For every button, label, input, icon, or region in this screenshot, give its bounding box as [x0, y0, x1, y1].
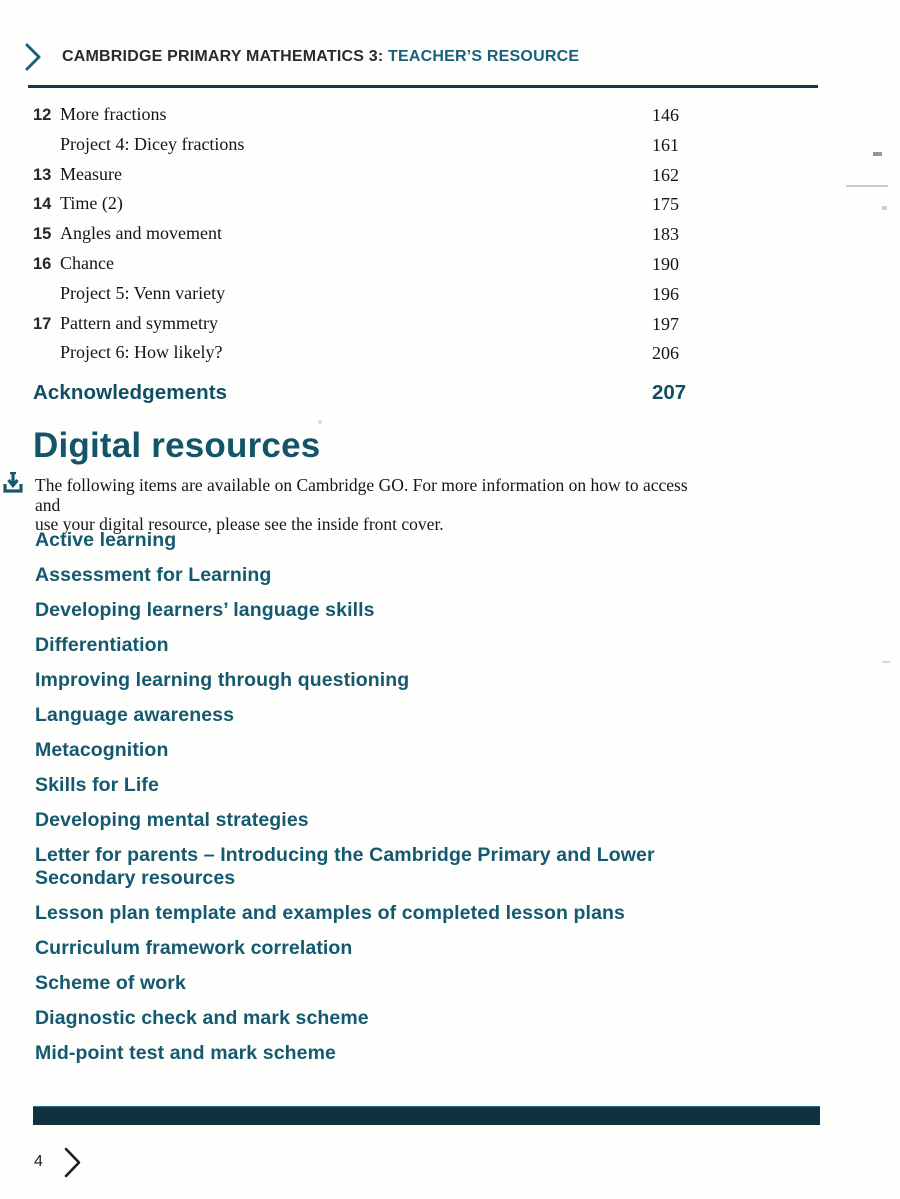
digital-resource-item: Skills for Life	[35, 774, 159, 796]
digital-resource-item: Assessment for Learning	[35, 564, 272, 586]
toc-page-number: 206	[652, 343, 679, 364]
header-title-highlight: TEACHER’S RESOURCE	[388, 48, 580, 65]
page-header	[24, 42, 579, 72]
intro-line-2: use your digital resource, please see the inside front cover.	[35, 514, 444, 534]
acknowledgements-label: Acknowledgements	[33, 381, 228, 405]
digital-resource-item: Scheme of work	[35, 972, 186, 995]
toc-chapter-title: Chance	[60, 252, 114, 273]
toc-chapter-number: 13	[33, 165, 52, 184]
digital-resource-item: Letter for parents – Introducing the Cambridge Primary and Lower Secondary resources	[35, 844, 655, 890]
toc-row	[33, 193, 753, 223]
toc-page-number: 183	[652, 224, 679, 245]
toc-row	[33, 253, 753, 283]
scan-artifact	[882, 661, 890, 663]
toc-chapter-number: 12	[33, 106, 52, 124]
toc-row	[33, 342, 753, 372]
table-of-contents	[33, 104, 753, 413]
digital-resource-item: Diagnostic check and mark scheme	[35, 1007, 369, 1030]
scan-artifact	[318, 420, 322, 424]
digital-resource-item: Active learning	[35, 529, 177, 551]
footer-bar	[33, 1106, 820, 1125]
scan-artifact	[846, 185, 888, 187]
scan-artifact	[882, 206, 887, 210]
toc-chapter-title: Angles and movement	[60, 223, 222, 244]
toc-page-number: 197	[652, 313, 679, 334]
toc-chapter-number: 17	[33, 314, 52, 333]
digital-resource-item: Mid-point test and mark scheme	[35, 1042, 336, 1065]
footer-page-number: 4	[34, 1153, 43, 1170]
toc-chapter-title: Measure	[60, 163, 122, 184]
toc-chapter-title: Project 5: Venn variety	[60, 282, 226, 303]
digital-resource-item: Metacognition	[35, 739, 169, 761]
toc-chapter-title: More fractions	[60, 104, 167, 124]
toc-row	[33, 104, 753, 134]
chevron-right-icon	[24, 42, 44, 72]
toc-page-number: 190	[652, 253, 679, 274]
footer-chevron-right-icon	[62, 1146, 84, 1179]
toc-row-acknowledgements	[33, 381, 753, 413]
header-rule	[28, 85, 818, 88]
digital-resources-heading: Digital resources	[33, 426, 321, 465]
digital-resource-item: Curriculum framework correlation	[35, 937, 353, 960]
digital-resource-item: Lesson plan template and examples of completed lesson plans	[35, 902, 625, 925]
toc-chapter-title: Project 4: Dicey fractions	[60, 133, 245, 154]
digital-resources-list	[35, 529, 715, 1077]
digital-resources-intro	[35, 476, 695, 535]
digital-resource-item: Differentiation	[35, 634, 169, 656]
toc-page-number: 146	[652, 105, 679, 125]
header-title-prefix: CAMBRIDGE PRIMARY MATHEMATICS 3:	[62, 48, 384, 65]
toc-chapter-title: Pattern and symmetry	[60, 312, 218, 333]
toc-row	[33, 223, 753, 253]
toc-chapter-number: 15	[33, 225, 52, 244]
toc-chapter-number: 14	[33, 195, 52, 214]
toc-row	[33, 283, 753, 313]
toc-row	[33, 164, 753, 194]
toc-chapter-title: Time (2)	[60, 193, 123, 214]
toc-chapter-title: Project 6: How likely?	[60, 342, 223, 363]
toc-page-number: 161	[652, 134, 679, 155]
toc-page-number: 175	[652, 194, 679, 215]
digital-resource-item: Developing learners’ language skills	[35, 599, 375, 621]
toc-row	[33, 313, 753, 343]
acknowledgements-page-number: 207	[652, 381, 687, 405]
toc-page-number: 196	[652, 283, 679, 304]
digital-resource-item: Developing mental strategies	[35, 809, 309, 831]
scan-artifact	[873, 152, 882, 156]
download-icon	[3, 472, 23, 494]
toc-page-number: 162	[652, 164, 679, 185]
digital-resource-item: Language awareness	[35, 704, 235, 726]
header-title	[62, 48, 579, 66]
toc-row	[33, 134, 753, 164]
toc-chapter-number: 16	[33, 254, 52, 273]
intro-line-1: The following items are available on Cambridge GO. For more information on how to access and	[35, 475, 688, 515]
digital-resource-item: Improving learning through questioning	[35, 669, 410, 691]
